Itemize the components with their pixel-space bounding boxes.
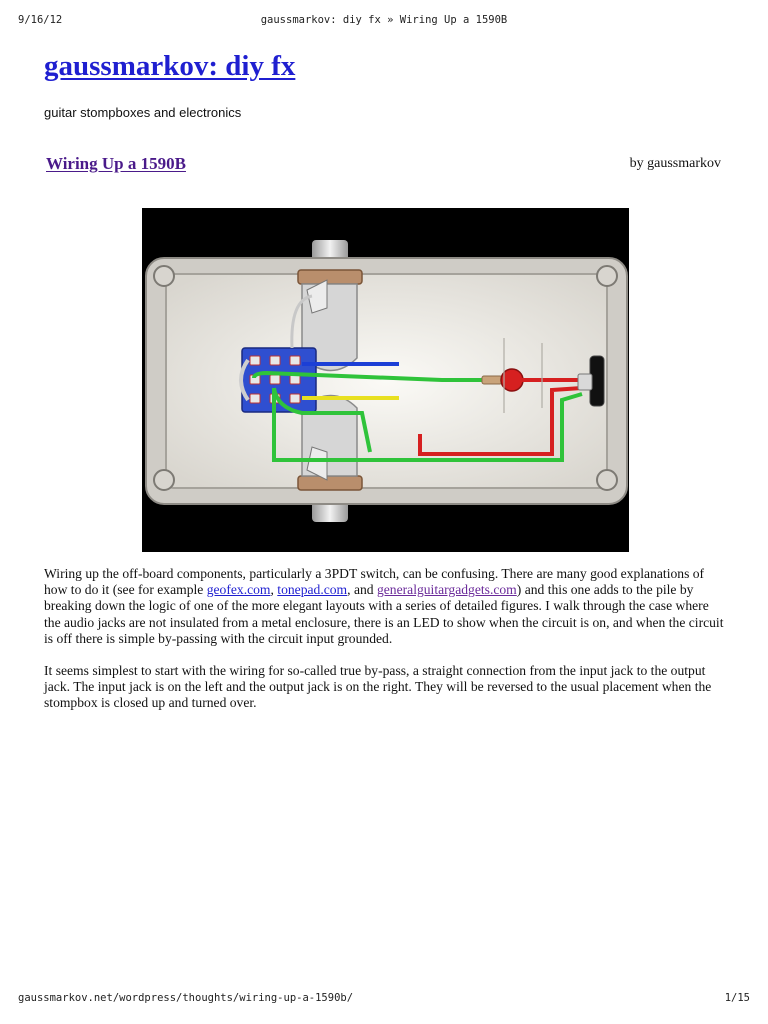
post-body — [44, 566, 726, 728]
post-title-link[interactable]: Wiring Up a 1590B — [46, 154, 186, 173]
post-byline: by gaussmarkov — [629, 156, 721, 171]
print-page-title: gaussmarkov: diy fx » Wiring Up a 1590B — [260, 14, 508, 26]
geofex-link[interactable]: geofex.com — [206, 582, 271, 598]
print-url: gaussmarkov.net/wordpress/thoughts/wiring-up-a-1590b/ — [18, 992, 354, 1004]
print-page-count: 1/15 — [724, 992, 750, 1004]
print-footer — [18, 992, 750, 1008]
print-date: 9/16/12 — [18, 14, 63, 26]
wiring-diagram-image — [142, 208, 629, 552]
paragraph-true-bypass: It seems simplest to start with the wiring for so-called true by-pass, a straight connection from the input jack to the output jack. The input jack is on the left and the output jack is on the right. They will be reversed to the usual placement when the stompbox is closed up and turned over. — [44, 663, 712, 711]
tonepad-link[interactable]: tonepad.com — [277, 582, 348, 598]
site-tagline: guitar stompboxes and electronics — [44, 105, 242, 120]
print-header — [18, 14, 750, 30]
separator-2: , and — [347, 582, 377, 598]
paragraph-intro — [44, 566, 726, 647]
paragraph-intro-text-2: ) and this one adds to the pile by breaking down the logic of one of the more elegant layouts with a series of detailed figures. I walk through the case where the audio jacks are not insulated from a metal enclosure, there is an LED to show when the circuit is on, and when the circuit is off there is simple by-passing with the circuit input grounded. — [44, 582, 724, 646]
resistor — [482, 376, 502, 384]
site-title-link[interactable]: gaussmarkov: diy fx — [44, 50, 296, 82]
separator-1: , — [270, 582, 278, 598]
generalguitargadgets-link[interactable]: generalguitargadgets.com — [376, 582, 517, 598]
enclosure-render — [142, 208, 629, 552]
paragraph-intro-text-1: Wiring up the off-board components, particularly a 3PDT switch, can be confusing. There are many good explanations of how to do it (see for example — [44, 566, 705, 598]
